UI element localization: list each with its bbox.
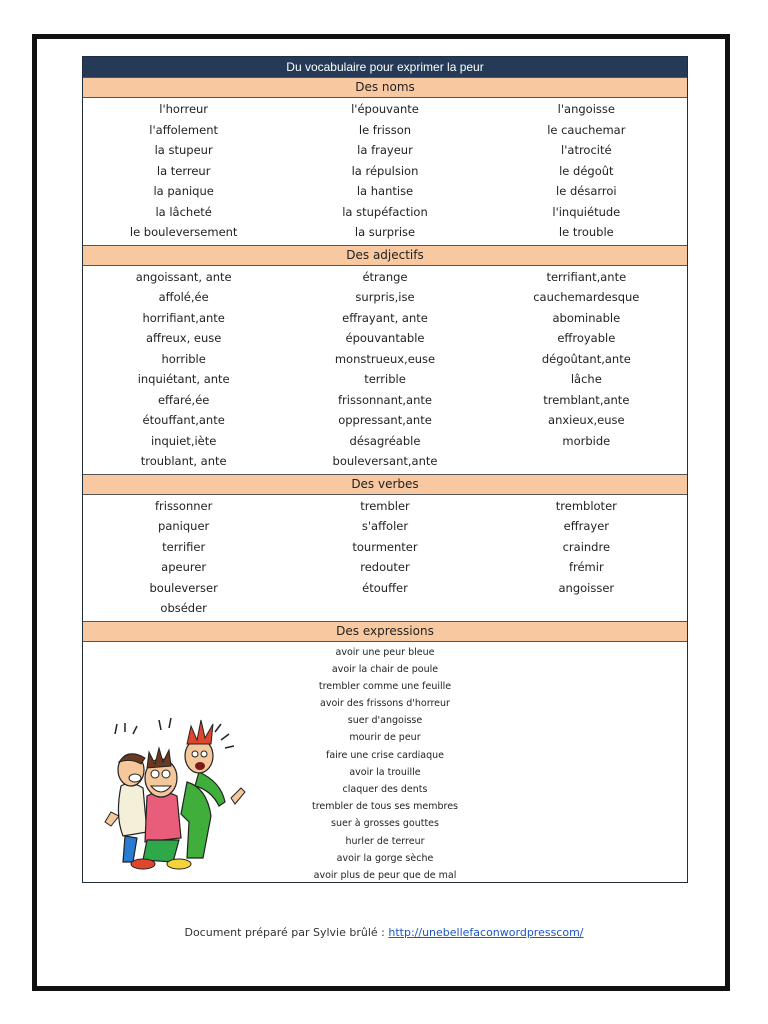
word-row	[83, 390, 687, 411]
word-row	[83, 267, 687, 288]
word-cell: trembloter	[555, 498, 617, 513]
scared-people-illustration	[103, 712, 253, 872]
expression-item: suer à grosses gouttes	[331, 818, 439, 830]
word-cell: monstrueux,euse	[334, 351, 436, 366]
table-title: Du vocabulaire pour exprimer la peur	[83, 57, 687, 77]
word-cell: la terreur	[156, 163, 211, 178]
word-cell: affolé,ée	[158, 290, 209, 304]
footer-link[interactable]: http://unebellefaconwordpresscom/	[388, 926, 584, 939]
word-cell: terrifier	[162, 539, 206, 554]
word-cell: tourmenter	[352, 539, 418, 554]
word-cell: troublant, ante	[140, 454, 227, 468]
footer	[0, 926, 768, 939]
word-cell: effroyable	[557, 331, 616, 345]
word-cell: la hantise	[356, 184, 414, 198]
word-cell: bouleverser	[149, 580, 218, 595]
word-row	[83, 410, 687, 431]
word-cell: angoissant, ante	[135, 269, 232, 284]
expression-item: avoir la chair de poule	[331, 663, 439, 675]
section-heading-adjectifs: Des adjectifs	[83, 245, 687, 266]
word-cell: la lâcheté	[155, 204, 212, 219]
word-cell: craindre	[562, 539, 611, 554]
word-cell: horrifiant,ante	[142, 310, 225, 325]
word-row	[83, 120, 687, 141]
word-row	[83, 369, 687, 390]
word-row	[83, 598, 687, 619]
word-cell: angoisser	[558, 580, 615, 595]
word-cell: abominable	[552, 310, 621, 325]
word-cell: l'affolement	[149, 122, 219, 137]
word-cell: effrayant, ante	[342, 310, 428, 325]
expression-item: avoir des frissons d'horreur	[320, 698, 450, 710]
section-heading-expressions: Des expressions	[83, 621, 687, 642]
word-cell: oppressant,ante	[338, 413, 432, 427]
expressions-area	[83, 642, 687, 882]
word-cell: la stupeur	[154, 143, 213, 157]
vocabulary-table	[82, 56, 688, 883]
expression-item: suer d'angoisse	[347, 715, 423, 727]
word-cell: le désarroi	[556, 184, 617, 198]
word-cell: apeurer	[161, 560, 207, 574]
word-row	[83, 140, 687, 161]
expression-item: faire une crise cardiaque	[325, 749, 445, 761]
word-cell: l'angoisse	[557, 102, 615, 116]
word-cell: s'affoler	[361, 519, 409, 533]
word-cell: le frisson	[358, 122, 412, 137]
expression-item: trembler comme une feuille	[318, 680, 452, 692]
word-cell: lâche	[570, 372, 602, 386]
word-cell: désagréable	[349, 433, 421, 448]
word-cell: l'épouvante	[351, 102, 419, 116]
word-cell: le dégoût	[559, 163, 614, 178]
word-row	[83, 222, 687, 243]
section-heading-noms: Des noms	[83, 77, 687, 98]
word-cell: trembler	[360, 498, 410, 513]
word-cell: le cauchemar	[547, 122, 626, 137]
word-cell: horrible	[161, 351, 206, 366]
noms-list	[83, 98, 687, 245]
word-row	[83, 99, 687, 120]
expression-item: avoir une peur bleue	[335, 646, 435, 658]
word-cell: tremblant,ante	[543, 392, 630, 407]
word-cell: l'horreur	[159, 102, 209, 116]
word-cell: frémir	[568, 560, 604, 574]
word-cell: le trouble	[558, 225, 614, 239]
word-cell: anxieux,euse	[548, 413, 625, 427]
expression-item: trembler de tous ses membres	[311, 801, 459, 813]
word-cell: obséder	[160, 601, 207, 615]
word-row	[83, 181, 687, 202]
word-cell: redouter	[360, 560, 410, 574]
word-row	[83, 202, 687, 223]
word-cell: la surprise	[354, 225, 416, 239]
word-cell: épouvantable	[345, 331, 425, 345]
word-cell: paniquer	[158, 519, 210, 533]
word-cell: la répulsion	[351, 163, 419, 178]
word-cell: le bouleversement	[129, 225, 238, 239]
word-cell: étouffant,ante	[142, 413, 225, 427]
word-row	[83, 516, 687, 537]
word-cell: effaré,ée	[157, 392, 210, 407]
section-heading-verbes: Des verbes	[83, 474, 687, 495]
word-row	[83, 578, 687, 599]
expression-item: hurler de terreur	[345, 835, 425, 847]
footer-text: Document préparé par Sylvie brûlé :	[184, 926, 389, 939]
word-row	[83, 328, 687, 349]
word-cell: frissonnant,ante	[337, 392, 432, 407]
expression-item: avoir la trouille	[349, 766, 421, 778]
word-cell: effrayer	[563, 519, 610, 533]
word-cell: la stupéfaction	[342, 204, 428, 219]
expression-item: avoir la gorge sèche	[336, 852, 434, 864]
word-row	[83, 287, 687, 308]
word-cell: l'atrocité	[561, 143, 612, 157]
word-cell: étouffer	[362, 580, 408, 595]
expression-item: claquer des dents	[342, 784, 428, 795]
word-row	[83, 161, 687, 182]
word-row	[83, 496, 687, 517]
word-row	[83, 557, 687, 578]
word-cell: bouleversant,ante	[332, 454, 438, 468]
word-row	[83, 537, 687, 558]
verbes-list	[83, 495, 687, 621]
word-cell: l'inquiétude	[552, 204, 621, 219]
expression-item: mourir de peur	[349, 732, 421, 744]
word-cell: affreux, euse	[145, 331, 222, 345]
word-cell: la frayeur	[357, 143, 413, 157]
word-cell: frissonner	[154, 498, 213, 513]
word-row	[83, 308, 687, 329]
word-row	[83, 349, 687, 370]
word-cell: inquiétant, ante	[137, 372, 230, 386]
word-cell: terrifiant,ante	[546, 269, 627, 284]
word-cell: cauchemardesque	[533, 290, 640, 304]
word-cell: morbide	[562, 433, 611, 448]
word-cell: surpris,ise	[355, 290, 415, 304]
adjectifs-list	[83, 266, 687, 474]
word-cell: inquiet,iète	[150, 433, 217, 448]
word-cell: terrible	[364, 372, 406, 386]
word-cell: étrange	[362, 269, 408, 284]
word-cell	[486, 598, 687, 619]
expression-item: avoir plus de peur que de mal	[313, 869, 457, 881]
word-cell	[486, 451, 687, 472]
word-cell	[284, 598, 485, 619]
word-cell: dégoûtant,ante	[541, 351, 631, 366]
word-cell: la panique	[153, 184, 214, 198]
word-row	[83, 451, 687, 472]
word-row	[83, 431, 687, 452]
